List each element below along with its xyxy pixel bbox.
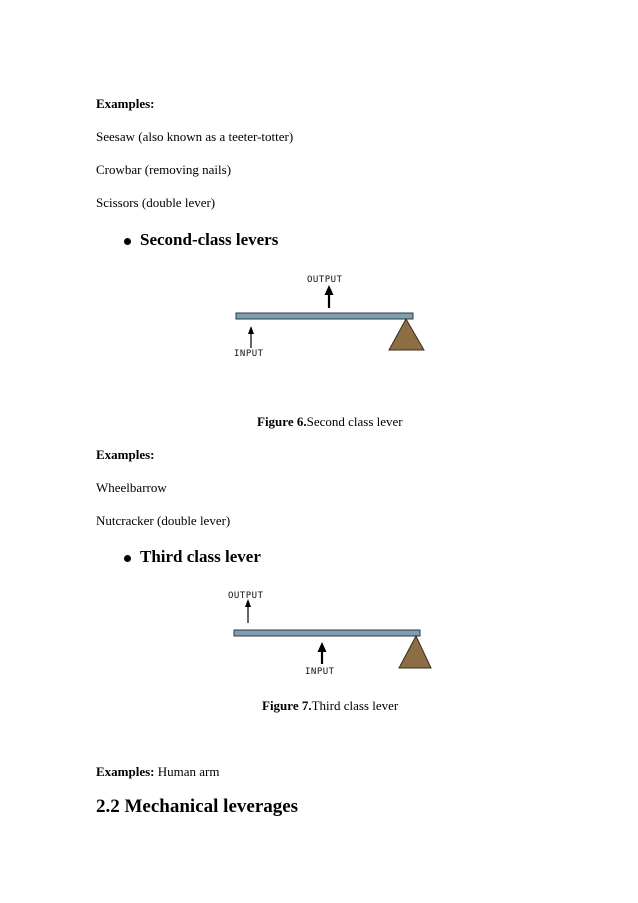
output-arrow-icon <box>325 285 334 308</box>
input-arrow-icon <box>318 642 327 664</box>
bullet-icon <box>124 555 131 562</box>
figure-7-label: Figure 7. <box>262 698 312 713</box>
lever-beam <box>236 313 413 319</box>
section-heading-mechanical-leverages: 2.2 Mechanical leverages <box>96 796 299 817</box>
output-arrow-icon <box>245 599 251 623</box>
example-scissors: Scissors (double lever) <box>96 195 216 210</box>
fulcrum-icon <box>399 636 431 668</box>
example-seesaw: Seesaw (also known as a teeter-totter) <box>96 129 294 144</box>
second-input-label: INPUT <box>234 349 264 359</box>
example-human-arm: Human arm <box>154 764 220 779</box>
second-output-label: OUTPUT <box>307 275 343 285</box>
fulcrum-icon <box>389 319 424 350</box>
figure-6-caption <box>257 414 403 430</box>
third-input-label: INPUT <box>305 667 335 677</box>
example-crowbar: Crowbar (removing nails) <box>96 162 232 177</box>
examples-human-arm <box>96 764 219 780</box>
third-output-label: OUTPUT <box>228 591 264 601</box>
example-nutcracker: Nutcracker (double lever) <box>96 513 231 528</box>
examples-heading-3: Examples: <box>96 764 155 779</box>
figure-6-text: Second class lever <box>306 414 403 429</box>
example-wheelbarrow: Wheelbarrow <box>96 480 167 495</box>
examples-heading-2: Examples: <box>96 447 155 462</box>
examples-heading-1: Examples: <box>96 96 155 111</box>
figure-6-label: Figure 6. <box>257 414 307 429</box>
second-class-heading: Second-class levers <box>140 230 279 249</box>
input-arrow-icon <box>248 326 254 348</box>
third-class-heading: Third class lever <box>140 547 261 566</box>
bullet-icon <box>124 238 131 245</box>
figure-7-caption <box>262 698 398 714</box>
lever-beam <box>234 630 420 636</box>
figure-7-text: Third class lever <box>311 698 399 713</box>
